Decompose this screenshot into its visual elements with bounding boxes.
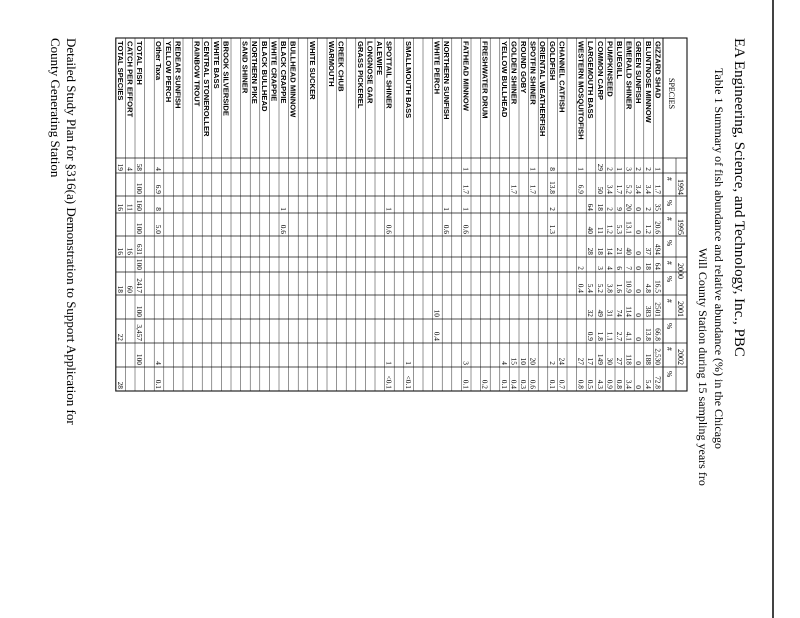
species-name: WARMOUTH — [327, 41, 336, 87]
table-cell: 0.1 — [154, 379, 164, 389]
table-cell: <0.1 — [384, 375, 394, 389]
species-name: FRESHWATER DRUM — [480, 41, 490, 119]
table-cell: 40 — [586, 226, 596, 234]
table-cell: 13.8 — [547, 181, 557, 194]
table-cell: 6.9 — [576, 184, 586, 194]
table-cell: 2501 — [653, 302, 663, 317]
table-cell: 16 — [115, 203, 125, 211]
table-cell: 2 — [643, 207, 653, 211]
table-cell: 1 — [653, 167, 663, 171]
table-cell: 4 — [154, 167, 164, 171]
table-cell: 0 — [634, 207, 644, 211]
sub-header: # — [665, 347, 674, 351]
table-cell: 2 — [547, 361, 557, 365]
species-name: SPOTFIN SHINER — [528, 41, 538, 105]
species-name: SPOTTAIL SHINER — [384, 41, 394, 109]
species-name: LARGEMOUTH BASS — [586, 41, 596, 119]
table-cell: 28 — [586, 247, 596, 255]
table-cell: 2417 — [135, 278, 144, 293]
table-cell: 0.4 — [432, 331, 442, 341]
species-name: GOLDFISH — [547, 41, 557, 81]
table-title: Table 1 Summary of fish abundance and relative abundance (%) in the Chicago — [712, 68, 726, 450]
species-name: ORIENTAL WEATHERFISH — [538, 41, 548, 137]
table-cell: 0.6 — [461, 224, 471, 234]
table-cell: 3.4 — [634, 184, 644, 194]
sub-header: % — [665, 240, 674, 247]
table-cell: 631 — [135, 243, 144, 255]
table-cell: 7 — [624, 266, 634, 270]
table-cell: 1 — [442, 207, 452, 211]
table-cell: 18 — [595, 203, 605, 211]
species-name: ROUND GOBY — [519, 41, 528, 94]
sub-header: % — [665, 276, 674, 283]
table-cell: <0.1 — [403, 375, 413, 389]
table-cell: 3.4 — [643, 184, 653, 194]
table-cell: 4 — [499, 361, 509, 365]
year-header: 2001 — [676, 301, 685, 317]
table-cell: 3.8 — [605, 283, 615, 293]
species-name: SAND SHINER — [240, 41, 250, 94]
table-cell: 0.5 — [586, 379, 596, 389]
table-cell: 0.7 — [557, 379, 567, 389]
table-cell: 0.2 — [480, 379, 490, 389]
table-cell: 1.7 — [509, 184, 519, 194]
table-cell: 16 — [115, 247, 125, 255]
table-cell: 4.1 — [624, 331, 634, 341]
species-name: GIZZARD SHAD — [653, 41, 663, 99]
table-cell: 160 — [135, 199, 144, 211]
table-cell: 1.7 — [528, 184, 538, 194]
species-name: BLUNTNOSE MINNOW — [643, 41, 653, 123]
table-cell: 15 — [509, 357, 519, 365]
table-cell: 22 — [115, 333, 125, 341]
table-cell: 27 — [576, 357, 586, 365]
year-header: 1995 — [676, 219, 685, 235]
species-name: GOLDEN SHINER — [509, 41, 519, 105]
table-cell: 100 — [135, 258, 144, 270]
table-cell: 20 — [624, 203, 634, 211]
table-cell: 1.7 — [653, 184, 663, 194]
table-cell: 0 — [634, 361, 644, 365]
table-cell: 4 — [125, 167, 135, 171]
table-cell: 0.6 — [528, 379, 538, 389]
table-cell: 3,457 — [135, 324, 144, 341]
table-cell: 2 — [576, 266, 586, 270]
species-name: CATCH PER EFFORT — [125, 41, 135, 118]
table-cell: 18 — [595, 247, 605, 255]
sub-header: % — [665, 200, 674, 207]
table-cell: 149 — [595, 353, 605, 365]
table-cell: 0.4 — [509, 379, 519, 389]
table-cell: 20 — [528, 357, 538, 365]
table-cell: 0 — [634, 337, 644, 341]
species-name: YELLOW BULLHEAD — [499, 41, 509, 118]
table-cell: 5.4 — [586, 283, 596, 293]
table-cell: 8 — [154, 207, 164, 211]
table-cell: 40 — [624, 247, 634, 255]
species-name: TOTAL FISH — [135, 41, 144, 85]
table-cell: 2 — [643, 167, 653, 171]
table-cell: 3 — [595, 266, 605, 270]
table-cell: 0.9 — [586, 331, 596, 341]
sub-header: # — [665, 177, 674, 181]
table-cell: 4.3 — [595, 379, 605, 389]
table-cell: 1.3 — [547, 224, 557, 234]
species-name: CREEK CHUB — [336, 41, 346, 92]
sub-header: % — [665, 371, 674, 378]
table-cell: 10 — [432, 309, 442, 317]
table-cell: 16.5 — [653, 280, 663, 293]
table-cell: 100 — [135, 353, 144, 365]
table-cell: 5.0 — [154, 224, 164, 234]
table-cell: 64 — [653, 262, 663, 270]
table-cell: 1.6 — [615, 283, 624, 293]
table-cell: 13.1 — [624, 221, 634, 234]
table-cell: 18 — [115, 285, 125, 293]
species-name: Other Taxa — [154, 41, 164, 81]
table-cell: 1 — [403, 361, 413, 365]
table-cell: 2 — [547, 207, 557, 211]
table-cell: 50 — [595, 186, 605, 194]
table-cell: 14 — [605, 247, 615, 255]
species-name: BLACK BULLHEAD — [259, 41, 269, 112]
table-cell: 11 — [125, 203, 135, 211]
species-name: FATHEAD MINNOW — [461, 41, 471, 111]
table-cell: 383 — [643, 305, 653, 317]
table-subtitle: Will County Station during 15 sampling years fro — [696, 248, 710, 486]
table-cell: 19 — [115, 163, 125, 171]
table-cell: 2,530 — [653, 348, 663, 365]
table-cell: 5.2 — [595, 283, 605, 293]
year-header: 2000 — [676, 263, 685, 279]
table-cell: 58 — [135, 163, 144, 171]
species-name: CHANNEL CATFISH — [557, 41, 567, 113]
table-cell: 1 — [384, 361, 394, 365]
table-cell: 21 — [615, 247, 624, 255]
table-cell: 18 — [643, 262, 653, 270]
table-cell: 37 — [643, 247, 653, 255]
table-cell: 2 — [634, 167, 644, 171]
sub-header: # — [665, 261, 674, 265]
table-cell: 5.4 — [643, 379, 653, 389]
table-cell: 1.8 — [595, 331, 605, 341]
table-cell: 66.8 — [653, 328, 663, 341]
table-cell: 1 — [528, 167, 538, 171]
table-cell: 188 — [643, 353, 653, 365]
table-cell: 1 — [384, 207, 394, 211]
table-cell: 0.9 — [605, 379, 615, 389]
table-cell: 1.7 — [461, 184, 471, 194]
species-name: TOTAL SPECIES — [115, 41, 125, 101]
species-name: NORTHERN SUNFISH — [442, 41, 452, 120]
table-cell: 74 — [615, 309, 624, 317]
table-cell: 3 — [461, 361, 471, 365]
table-cell: 11 — [595, 226, 605, 234]
table-cell: 72.8 — [653, 376, 663, 389]
species-name: WESTERN MOSQUITOFISH — [576, 41, 586, 140]
table-cell: 0.1 — [499, 379, 509, 389]
table-cell: 114 — [624, 306, 634, 317]
table-cell: 27 — [615, 357, 624, 365]
fish-abundance-table — [116, 38, 687, 391]
table-cell: 9 — [615, 207, 624, 211]
table-cell: 29 — [595, 163, 605, 171]
table-cell: 1 — [615, 167, 624, 171]
table-cell: 0.6 — [384, 224, 394, 234]
table-cell: 49 — [595, 309, 605, 317]
table-cell: 1.7 — [615, 184, 624, 194]
table-cell: 60 — [125, 285, 135, 293]
species-name: PUMPKINSEED — [605, 41, 615, 97]
table-cell: 100 — [135, 222, 144, 234]
table-cell: 10.9 — [624, 280, 634, 293]
table-cell: 17 — [586, 357, 596, 365]
table-cell: 494 — [653, 243, 663, 255]
sub-header: # — [665, 217, 674, 221]
table-cell: 1 — [279, 207, 288, 211]
table-cell: 1.1 — [605, 331, 615, 341]
table-cell: 0 — [634, 385, 644, 389]
table-cell: 30 — [605, 357, 615, 365]
table-cell: 100 — [135, 182, 144, 194]
table-cell: 24 — [557, 357, 567, 365]
table-cell: 2 — [605, 207, 615, 211]
table-cell: 5.3 — [615, 224, 624, 234]
table-cell: 0.8 — [615, 379, 624, 389]
table-cell: 1 — [461, 207, 471, 211]
species-name: REDEAR SUNFISH — [173, 41, 183, 109]
table-cell: 3.4 — [624, 379, 634, 389]
year-header: 2002 — [676, 349, 685, 365]
table-cell: 0.1 — [547, 379, 557, 389]
table-cell: 4 — [154, 361, 164, 365]
scan-edge-line — [772, 0, 774, 618]
table-cell: 13.8 — [643, 328, 653, 341]
sub-header: # — [665, 299, 674, 303]
species-name: NORTHERN PIKE — [250, 41, 260, 104]
species-name: WHITE BASS — [211, 41, 221, 89]
species-name: GRASS PICKEREL — [355, 41, 365, 109]
table-cell: 8 — [547, 167, 557, 171]
species-name: YELLOW PERCH — [163, 41, 173, 103]
table-cell: 0.3 — [519, 379, 528, 389]
table-cell: 64 — [586, 203, 596, 211]
table-cell: 20.6 — [653, 221, 663, 234]
table-cell: 1.2 — [605, 224, 615, 234]
footer-line-2: County Generating Station — [48, 38, 63, 178]
species-name: BROOK SILVERSIDE — [221, 41, 231, 116]
table-cell: 5.2 — [624, 184, 634, 194]
table-cell: 3.4 — [605, 184, 615, 194]
year-header: 1994 — [676, 179, 685, 195]
table-cell: 0 — [634, 289, 644, 293]
species-name: ALEWIFE — [375, 41, 384, 76]
species-name: BLUEGILL — [615, 41, 624, 79]
table-cell: 10 — [519, 357, 528, 365]
table-cell: 31 — [605, 309, 615, 317]
species-name: COMMON CARP — [595, 41, 605, 101]
table-cell: 6 — [615, 266, 624, 270]
species-name: SMALLMOUTH BASS — [403, 41, 413, 119]
table-cell: 2.7 — [615, 331, 624, 341]
table-cell: 6.9 — [154, 184, 164, 194]
table-cell: 32 — [586, 309, 596, 317]
species-name: CENTRAL STONEROLLER — [202, 41, 212, 137]
species-name: RAINBOW TROUT — [192, 41, 202, 107]
table-cell: 2 — [605, 167, 615, 171]
species-name: EMERALD SHINER — [624, 41, 634, 110]
table-cell: 0 — [634, 313, 644, 317]
species-header: SPECIES — [667, 78, 676, 110]
table-cell: 0.4 — [576, 283, 586, 293]
table-cell: 0.6 — [442, 224, 452, 234]
sub-header: % — [665, 323, 674, 330]
table-cell: 0 — [634, 266, 644, 270]
table-cell: 1.2 — [643, 224, 653, 234]
table-cell: 1 — [461, 167, 471, 171]
table-cell: 0.1 — [461, 379, 471, 389]
footer-line-1: Detailed Study Plan for §316(a) Demonstration to Support Application for — [64, 38, 79, 425]
table-cell: 4.8 — [643, 283, 653, 293]
species-name: WHITE CRAPPIE — [269, 41, 279, 102]
table-cell: 100 — [135, 305, 144, 317]
species-name: BULLHEAD MINNOW — [288, 41, 298, 118]
table-cell: 0 — [634, 230, 644, 234]
table-cell: 0.6 — [279, 224, 288, 234]
table-cell: 3 — [624, 167, 634, 171]
table-cell: 0 — [634, 251, 644, 255]
table-cell: 118 — [624, 354, 634, 365]
table-cell: 0.8 — [576, 379, 586, 389]
company-header: EA Engineering, Science, and Technology, Inc., PBC — [731, 38, 747, 357]
table-cell: 35 — [653, 203, 663, 211]
species-name: WHITE PERCH — [432, 41, 442, 95]
species-name: LONGNOSE GAR — [365, 41, 375, 104]
table-cell: 4 — [605, 266, 615, 270]
species-name: WHITE SUCKER — [307, 41, 317, 100]
species-name: GREEN SUNFISH — [634, 41, 644, 104]
species-name: BLACK CRAPPIE — [279, 41, 288, 104]
table-cell: 1 — [576, 167, 586, 171]
table-cell: 16 — [125, 247, 135, 255]
table-cell: 28 — [115, 381, 125, 389]
